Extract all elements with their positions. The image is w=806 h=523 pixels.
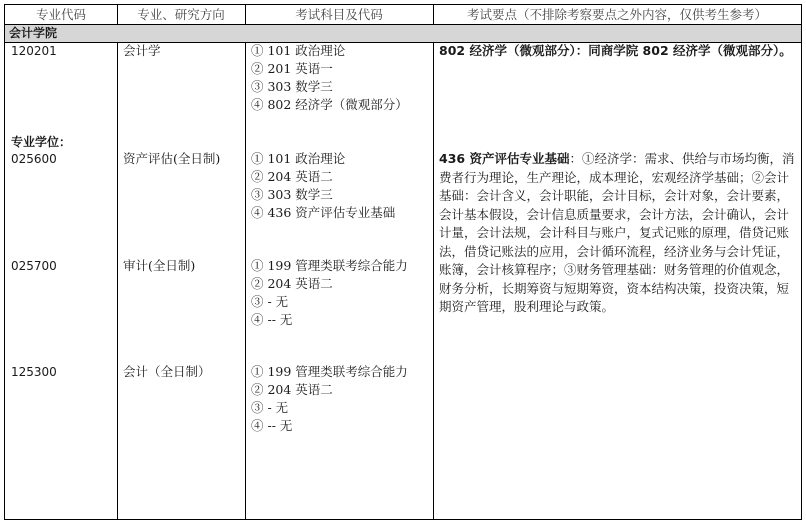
major-code: 120201	[11, 44, 57, 58]
subject-item: ① 101 政治理论	[251, 43, 346, 58]
exam-subjects	[251, 150, 395, 222]
column-divider	[245, 5, 246, 519]
subject-item: ③ - 无	[251, 400, 289, 415]
requirement-436-title: 436 资产评估专业基础	[439, 151, 570, 166]
school-row	[5, 24, 801, 43]
subject-item: ② 204 英语二	[251, 276, 333, 291]
major-code: 025600	[11, 152, 57, 166]
column-divider	[117, 5, 118, 519]
requirement-436	[439, 150, 799, 317]
school-name: 会计学院	[9, 26, 58, 40]
subject-item: ② 201 英语一	[251, 61, 333, 76]
subject-item: ③ - 无	[251, 294, 289, 309]
major-name: 资产评估(全日制)	[123, 151, 221, 166]
subject-item: ③ 303 数学三	[251, 187, 333, 202]
subject-item: ④ -- 无	[251, 418, 293, 433]
subject-item: ④ -- 无	[251, 312, 293, 327]
major-name: 会计（全日制）	[123, 364, 211, 379]
section-title: 专业学位：	[11, 135, 72, 149]
exam-subjects	[251, 42, 408, 114]
exam-subjects	[251, 363, 408, 435]
requirement-802: 802 经济学（微观部分）：同商学院 802 经济学（微观部分）。	[439, 43, 792, 58]
subject-item: ① 199 管理类联考综合能力	[251, 364, 408, 379]
header-code: 专业代码	[35, 7, 86, 22]
subject-item: ④ 802 经济学（微观部分）	[251, 97, 408, 112]
subject-item: ① 101 政治理论	[251, 151, 346, 166]
major-name: 会计学	[123, 43, 161, 58]
major-code: 025700	[11, 259, 57, 273]
header-requirements: 考试要点（不排除考察要点之外内容，仅供考生参考）	[466, 7, 767, 22]
admission-table	[4, 4, 802, 520]
requirement-436-body: ：①经济学：需求、供给与市场均衡，消费者行为理论，生产理论，成本理论，宏观经济学基础；②会计基础：会计含义，会计职能，会计目标，会计对象，会计要素，会计基本假设，会计信息质量要求，会计方法，会计确认，会计计量，会计法规，会计科目与账户，复式记账的原理，借贷记账法，借贷记账法的应用，会计循环流程，经济业务与会计凭证，账簿，会计核算程序；③财务管理基础：财务管理的价值观念，财务分析，长期筹资与短期筹资，资本结构决策，投资决策，短期资产管理，股利理论与政策。	[439, 151, 795, 314]
subject-item: ③ 303 数学三	[251, 79, 333, 94]
header-major: 专业、研究方向	[137, 7, 225, 22]
subject-item: ② 204 英语二	[251, 169, 333, 184]
major-name: 审计(全日制)	[123, 258, 196, 273]
exam-subjects	[251, 257, 408, 329]
header-subjects: 考试科目及代码	[295, 7, 383, 22]
subject-item: ① 199 管理类联考综合能力	[251, 258, 408, 273]
column-divider	[433, 5, 434, 519]
subject-item: ② 204 英语二	[251, 382, 333, 397]
subject-item: ④ 436 资产评估专业基础	[251, 205, 396, 220]
major-code: 125300	[11, 365, 57, 379]
